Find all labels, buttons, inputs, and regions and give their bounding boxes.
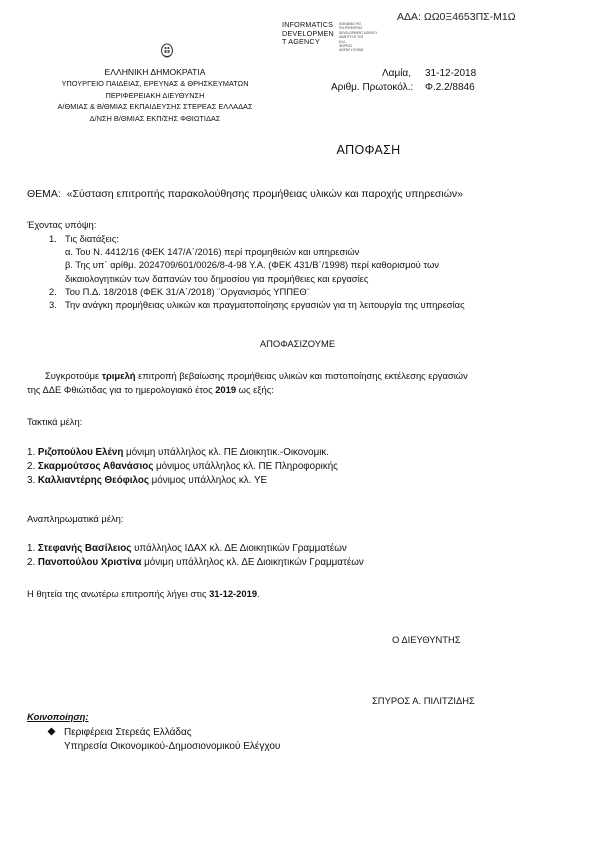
list-item: 2. Του Π.Δ. 18/2018 (ΦΕΚ 31/Α΄/2018) ¨Οργανισμός ΥΠΠΕΘ¨ (49, 285, 310, 297)
logo-line: T AGENCY (282, 37, 320, 47)
list-item: Περιφέρεια Στερεάς Ελλάδας (47, 726, 280, 740)
logo-line: INFORMATICS (282, 20, 334, 29)
regular-members-list (27, 446, 338, 487)
list-item: 1. Τις διατάξεις: (49, 233, 119, 244)
alternate-members-label: Αναπληρωματικά μέλη: (27, 513, 124, 524)
notification-label: Κοινοποίηση: (27, 711, 89, 722)
logo-line: DEVELOPMEN (282, 28, 334, 38)
list-item: 2. Σκαρμούτσος Αθανάσιος μόνιμος υπάλληλος κλ. ΠΕ Πληροφορικής (27, 460, 338, 472)
logo-small-line: ΕΛΛ. (339, 39, 347, 44)
place-protocol (331, 67, 476, 94)
ministry-name: ΥΠΟΥΡΓΕΙΟ ΠΑΙΔΕΙΑΣ, ΕΡΕΥΝΑΣ & ΘΡΗΣΚΕΥΜΑΤΩΝ (61, 79, 249, 89)
list-item: 3. Την ανάγκη προμήθειας υλικών και πραγματοποίησης εργασιών για τη λειτουργία της υπηρεσίας (49, 299, 465, 311)
document-title: ΑΠΟΦΑΣΗ (336, 143, 401, 157)
subject-text: «Σύσταση επιτροπής παρακολούθησης προμήθειας υλικών και παροχής υπηρεσιών» (66, 188, 464, 200)
list-item: δικαιολογητικών των δαπανών του δημοσίου για προμήθειες και εργασίες (65, 272, 369, 284)
directorate-name: Δ/ΝΣΗ Β/ΘΜΙΑΣ ΕΚΠ/ΣΗΣ ΦΘΙΩΤΙΔΑΣ (89, 113, 221, 123)
subject-label: ΘΕΜΑ: (27, 188, 61, 200)
notification-list (47, 726, 280, 754)
signature-name: ΣΠΥΡΟΣ Α. ΠΙΛΙΤΖΙΔΗΣ (372, 695, 475, 706)
list-item: 2. Πανοπούλου Χριστίνα μόνιμη υπάλληλος κλ. ΔΕ Διοικητικών Γραμματέων (27, 557, 364, 569)
place-date: 31-12-2018 (425, 68, 477, 79)
protocol-label: Αριθμ. Πρωτοκόλ.: (331, 81, 414, 93)
list-item: Υπηρεσία Οικονομικού-Δημοσιονομικού Ελέγχου (64, 741, 281, 752)
logo-small-line: DEVELOPMENT AGENCY (339, 30, 378, 35)
list-item: β. Της υπ΄ αρίθμ. 2024709/601/0026/8-4-98 Υ.Α. (ΦΕΚ 431/Β΄/1998) περί καθορισμού των (65, 259, 439, 271)
logo-small-line: ΚΟΙΝΩΝΙΑ ΤΗΣ (339, 22, 362, 26)
term-line: Η θητεία της ανωτέρω επιτροπής λήγει στις 31-12-2019. (27, 588, 260, 599)
considering-intro: Έχοντας υπόψη: (27, 219, 97, 230)
subject-line (27, 188, 463, 200)
logo-small-line: AGENCY ΚΟΙΝΩ (339, 48, 364, 53)
decision-line-1: Συγκροτούμε τριμελή επιτροπή βεβαίωσης προμήθειας υλικών και πιστοποίησης εκτέλεσης εργασιών (45, 370, 468, 381)
diamond-bullet-icon (47, 727, 58, 737)
greek-emblem-icon (159, 42, 175, 63)
logo-text (282, 21, 334, 47)
list-item: 1. Στεφανής Βασίλειος υπάλληλος ΙΔΑΧ κλ. ΔΕ Διοικητικών Γραμματέων (27, 543, 347, 554)
regional-directorate: ΠΕΡΙΦΕΡΕΙΑΚΗ ΔΙΕΥΘΥΝΣΗ (105, 90, 205, 100)
decide-title: ΑΠΟΦΑΣΙΖΟΥΜΕ (259, 338, 336, 349)
list-item: 3. Καλλιαντέρης Θεόφιλος μόνιμος υπάλληλος κλ. ΥΕ (27, 474, 268, 486)
government-header (40, 67, 270, 124)
alternate-members-list (27, 542, 364, 570)
logo-small-line: ΑΝΑΠΤΥΞΗ ΤΗΣ (339, 35, 364, 40)
considering-list (49, 232, 465, 311)
regular-members-label: Τακτικά μέλη: (27, 416, 83, 427)
country-name: ΕΛΛΗΝΙΚΗ ΔΗΜΟΚΡΑΤΙΑ (104, 67, 206, 77)
logo-small-text (339, 22, 377, 53)
logo-small-line: ΠΛΗΡΟΦΟΡΙΑΣ (339, 26, 363, 31)
place-label: Λαμία, (381, 68, 411, 79)
protocol-number: Φ.2.2/8846 (425, 81, 475, 93)
logo-small-line: ΦΟΡΕΑΣ (339, 44, 353, 49)
ada-code: ΑΔΑ: ΩΩ0Ξ4653ΠΣ-Μ1Ω (397, 11, 516, 23)
signature-role: Ο ΔΙΕΥΘΥΝΤΗΣ (392, 634, 461, 645)
decision-line-2: της ΔΔΕ Φθιώτιδας για το ημερολογιακό έτος 2019 ως εξής: (27, 384, 274, 395)
list-item: α. Του Ν. 4412/16 (ΦΕΚ 147/Α΄/2016) περί προμηθειών και υπηρεσιών (65, 246, 360, 258)
regional-directorate-sub: Α/ΘΜΙΑΣ & Β/ΘΜΙΑΣ ΕΚΠΑΙΔΕΥΣΗΣ ΣΤΕΡΕΑΣ ΕΛΛΑΔΑΣ (57, 102, 253, 112)
list-item: 1. Ριζοπούλου Ελένη μόνιμη υπάλληλος κλ. ΠΕ Διοικητικ.-Οικονομικ. (27, 447, 330, 458)
